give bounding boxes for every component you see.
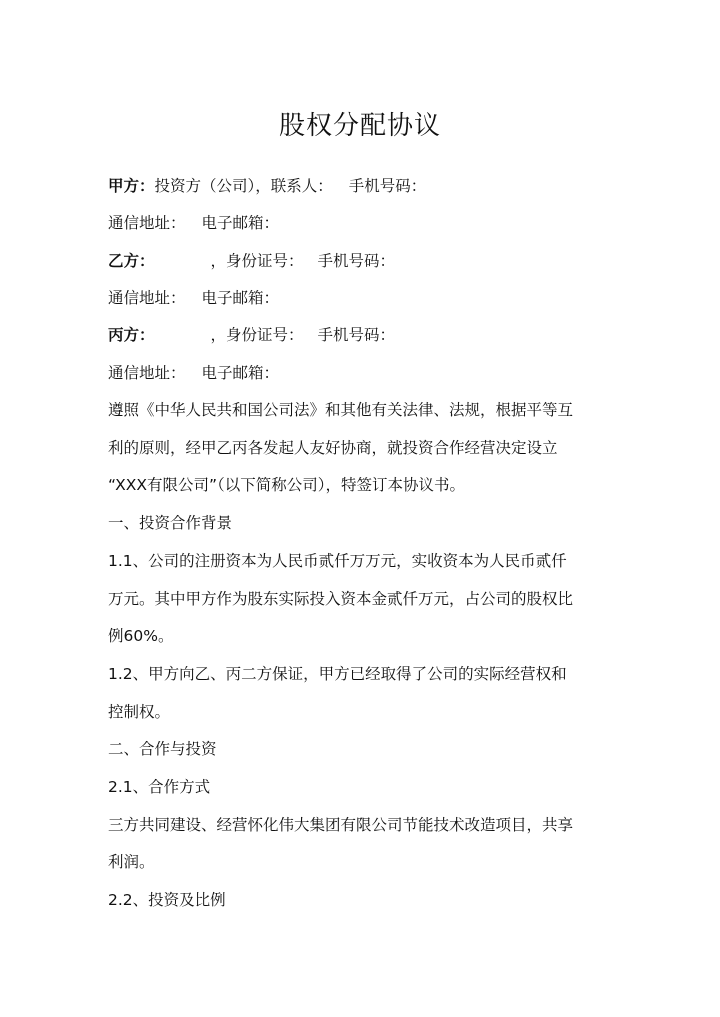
party-b-line [108, 249, 628, 273]
clause-2-2-heading: 2.2、投资及比例 [108, 891, 226, 909]
document-title: 股权分配协议 [278, 111, 441, 141]
party-c-contact-line [108, 361, 628, 385]
clause-2-1-line-2: 利润。 [108, 853, 155, 871]
section-2-heading: 二、合作与投资 [108, 740, 217, 758]
party-a-address-label: 通信地址： [108, 214, 186, 232]
party-a-label: 甲方： [108, 177, 155, 195]
section-1-heading: 一、投资合作背景 [108, 514, 233, 532]
clause-2-1-heading: 2.1、合作方式 [108, 778, 211, 796]
party-b-label: 乙方： [108, 252, 155, 270]
clause-1-2-line-1: 1.2、甲方向乙、丙二方保证，甲方已经取得了公司的实际经营权和 [108, 665, 567, 683]
party-a-contact-line [108, 211, 628, 235]
clause-2-1-line-1: 三方共同建设、经营怀化伟大集团有限公司节能技术改造项目，共享 [108, 816, 574, 834]
party-b-email-label: 电子邮箱： [201, 289, 280, 307]
preamble-line-3: “XXX有限公司”（以下简称公司），特签订本协议书。 [108, 476, 466, 494]
party-c-id-label: ，身份证号： [210, 326, 304, 344]
party-a-line [108, 174, 628, 198]
party-a-phone-label: 手机号码： [348, 177, 427, 195]
party-a-details: 投资方（公司），联系人： [154, 177, 333, 195]
party-a-email-label: 电子邮箱： [201, 214, 280, 232]
party-b-address-label: 通信地址： [108, 289, 186, 307]
preamble-line-2: 利的原则，经甲乙丙各发起人友好协商，就投资合作经营决定设立 [108, 439, 558, 457]
party-b-phone-label: 手机号码： [317, 252, 396, 270]
preamble-line-1: 遵照《中华人民共和国公司法》和其他有关法律、法规，根据平等互 [108, 401, 574, 419]
party-c-phone-label: 手机号码： [317, 326, 396, 344]
party-b-id-label: ，身份证号： [210, 252, 304, 270]
party-c-line [108, 323, 628, 347]
party-c-label: 丙方： [108, 326, 155, 344]
clause-1-2-line-2: 控制权。 [108, 703, 171, 721]
clause-1-1-line-3: 例60%。 [108, 627, 174, 645]
party-b-contact-line [108, 286, 628, 310]
party-c-address-label: 通信地址： [108, 364, 186, 382]
clause-1-1-line-2: 万元。其中甲方作为股东实际投入资本金贰仟万元，占公司的股权比 [108, 590, 574, 608]
clause-1-1-line-1: 1.1、公司的注册资本为人民币贰仟万万元，实收资本为人民币贰仟 [108, 552, 567, 570]
party-c-email-label: 电子邮箱： [201, 364, 280, 382]
